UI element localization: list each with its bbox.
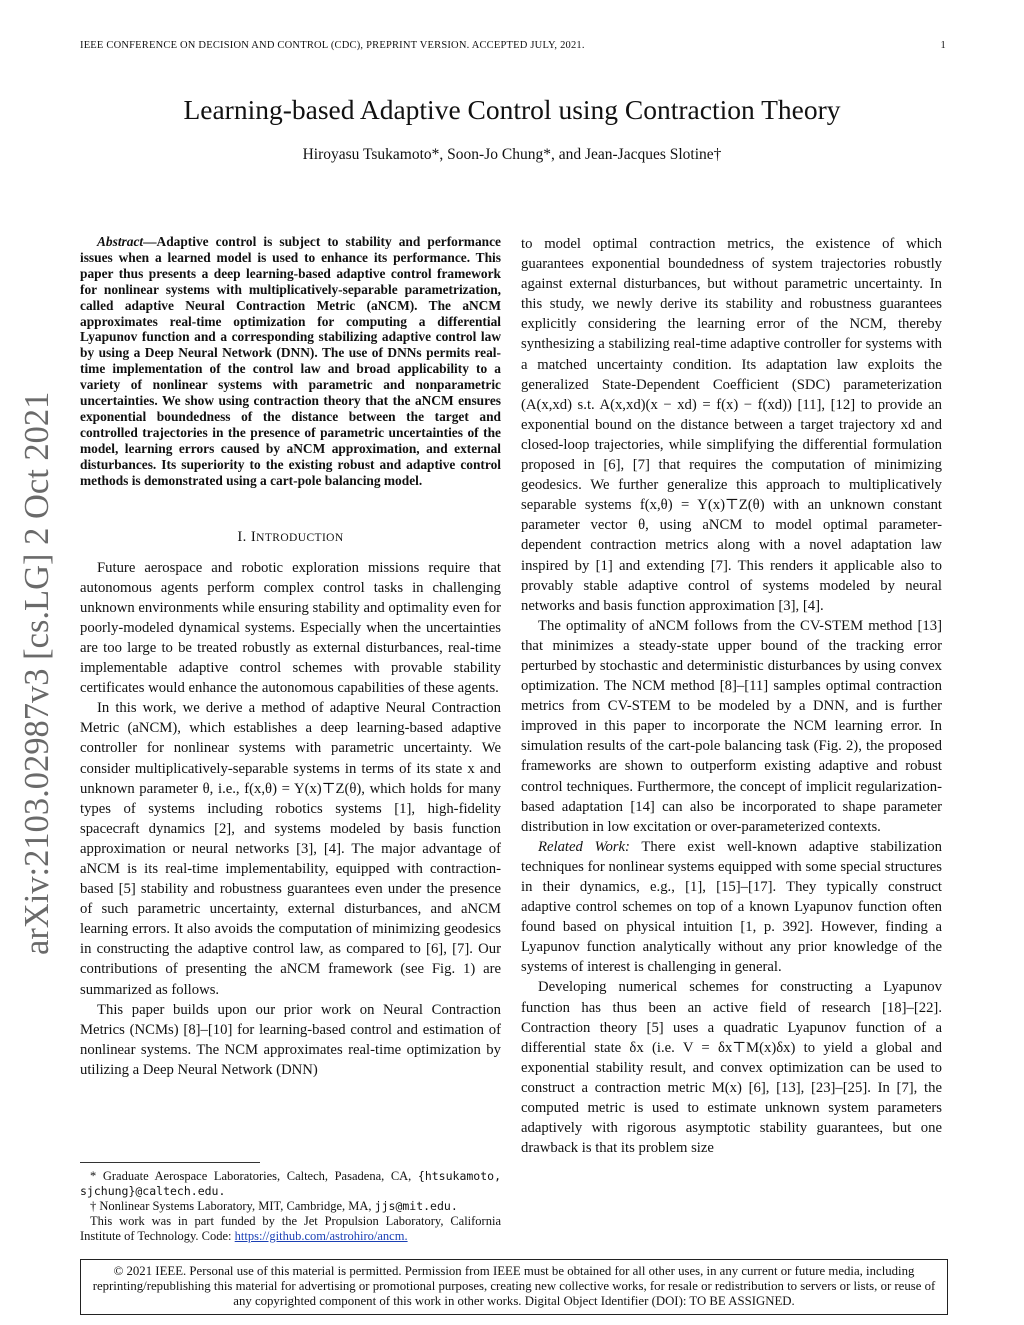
page-number: 1 xyxy=(940,40,946,51)
section-title-initial: I xyxy=(250,528,257,545)
section-heading-introduction xyxy=(80,527,501,548)
footnote-affil2-text: † Nonlinear Systems Laboratory, MIT, Cambridge, MA, xyxy=(90,1199,372,1213)
related-work-paragraph xyxy=(521,837,942,978)
footnotes xyxy=(80,1162,501,1244)
right-paragraph-2: The optimality of aNCM follows from the CV-STEM method [13] that minimizes a steady-state upper bound of the tracking error perturbed by stochastic and deterministic disturbances by using convex optimization. The NCM method [8]–[11] samples optimal contraction metrics from CV-STEM to be modeled by a DNN, and is further improved in this paper to incorporate the NCM learning error. In simulation results of the cart-pole balancing task (Fig. 2), the proposed frameworks are shown to outperform existing adaptive and robust control techniques. Furthermore, the concept of implicit regularization-based adaptation [14] can also be incorporated to shape parameter distribution in low excitation or over-parameterized contexts. xyxy=(521,617,942,835)
abstract-label: Abstract xyxy=(97,234,144,249)
footnote-affil1-email: {htsukamoto, sjchung}@caltech.edu. xyxy=(80,1169,501,1198)
intro-paragraph-3: This paper builds upon our prior work on Neural Contraction Metrics (NCMs) [8]–[10] for learning-based control and estimation of nonlinear systems. The NCM approximates real-time optimization by utilizing a Deep Neural Network (DNN) xyxy=(80,1001,501,1078)
abstract-text: —Adaptive control is subject to stability and performance issues when a learned model is used to enhance its performance. This paper thus presents a deep learning-based adaptive control framework for nonlinear systems with multiplicatively-separable parametrization, called adaptive Neural Contraction Metric (aNCM). The aNCM approximates real-time optimization for computing a differential Lyapunov function and a corresponding stabilizing adaptive control law by using a Deep Neural Network (DNN). The use of DNNs permits real-time implementation of the control law and broad applicability to a variety of nonlinear systems with parametric and nonparametric uncertainties. We show using contraction theory that the aNCM ensures exponential boundedness of the distance between the target and controlled trajectories in the presence of parametric uncertainties of the model, learning errors caused by aNCM approximation, and external disturbances. Its superiority to the existing robust and adaptive control methods is demonstrated using a cart-pole balancing model. xyxy=(80,234,501,488)
footnote-affil1-text: * Graduate Aerospace Laboratories, Caltech, Pasadena, CA, xyxy=(90,1169,412,1183)
footnote-rule xyxy=(80,1162,260,1163)
paper-authors: Hiroyasu Tsukamoto*, Soon-Jo Chung*, and Jean-Jacques Slotine† xyxy=(302,146,722,163)
abstract xyxy=(80,234,501,489)
intro-paragraph-1: Future aerospace and robotic exploration missions require that autonomous agents perform complex control tasks in challenging unknown environments while ensuring stability and optimality even for poorly-modeled dynamical systems. Especially when the uncertainties are too large to be treated robustly as external disturbances, real-time implementable adaptive control schemes with provable stability certificates would enhance the autonomous capabilities of these agents. xyxy=(80,559,501,697)
right-paragraph-1: to model optimal contraction metrics, the existence of which guarantees exponential boundedness of system trajectories robustly against external disturbances, but without parametric uncertainty. In this study, we newly derive its stability and robustness guarantees explicitly considering the learning error of the NCM, thereby synthesizing a stabilizing real-time adaptive controller for systems with a matched uncertainty condition. Its adaptation law exploits the generalized State-Dependent Coefficient (SDC) parameterization (A(x,xd) s.t. A(x,xd)(x − xd) = f(x) − f(xd)) [11], [12] to provide an exponential bound on the distance between a target trajectory xd and closed-loop trajectories, while simplifying the differential formulation proposed in [6], [7] that requires the computation of minimizing geodesics. We further generalize this approach to multiplicatively separable systems f(x,θ) = Y(x)⊤Z(θ) with an unknown constant parameter vector θ, using aNCM to model optimal parameter-dependent contraction metrics along with a novel adaptation law inspired by [1] and extending [7]. This renders it applicable also to provably stable adaptive control of systems modeled by neural networks and basis function approximation [3], [4]. xyxy=(521,236,942,614)
right-paragraph-last: Developing numerical schemes for constructing a Lyapunov function has thus been an active field of research [18]–[22]. Contraction theory [5] uses a quadratic Lyapunov function of a differential state δx (i.e. V = δx⊤M(x)δx) to yield a global and exponential stability result, and convex optimization can be used to construct a contraction metric M(x) [6], [13], [23]–[25]. In [7], the computed metric is used to estimate unknown system parameters adaptively with rigorous asymptotic stability guarantees, but one drawback is that its problem size xyxy=(521,979,942,1157)
footnote-funding xyxy=(80,1214,501,1244)
intro-paragraph-2: In this work, we derive a method of adaptive Neural Contraction Metric (aNCM), which establishes a deep learning-based adaptive controller for nonlinear systems with parametric uncertainty. We consider multiplicatively-separable systems in terms of its state x and unknown parameter θ, i.e., f(x,θ) = Y(x)⊤Z(θ), which holds for many types of systems including robotics systems [1], high-fidelity spacecraft dynamics [2], and systems modeled by basis function approximation or neural networks [3], [4]. The major advantage of aNCM is its real-time implementability, equipped with contraction-based [5] stability and robustness guarantees even under the presence of such parametric uncertainty, external disturbances, and aNCM learning errors. It also avoids the computation of minimizing geodesics in constructing the adaptive control law, as compared to [6], [7]. Our contributions of presenting the aNCM framework (see Fig. 1) are summarized as follows. xyxy=(80,700,501,998)
footnote-affiliation-1 xyxy=(80,1169,501,1199)
footnote-funding-text: This work was in part funded by the Jet Propulsion Laboratory, California Institute of Technology. Code: xyxy=(80,1214,501,1243)
arxiv-stamp: arXiv:2103.02987v3 [cs.LG] 2 Oct 2021 xyxy=(18,391,56,955)
right-column xyxy=(521,234,942,1158)
related-work-text: There exist well-known adaptive stabilization techniques for nonlinear systems equipped with some special structures in their dynamics, e.g., [1], [15]–[17]. They typically construct adaptive control schemes on top of a known Lyapunov function often found based on physical intuition [1, p. 392]. However, finding a Lyapunov function analytically without any prior knowledge of the systems of interest is challenging in general. xyxy=(521,838,942,976)
code-link[interactable]: https://github.com/astrohiro/ancm. xyxy=(234,1229,408,1243)
copyright-notice: © 2021 IEEE. Personal use of this material is permitted. Permission from IEEE must be obtained for all other uses, in any current or future media, including reprinting/republishing this material for advertising or promotional purposes, creating new collective works, for resale or redistribution to servers or lists, or reuse of any copyrighted component of this work in other works. Digital Object Identifier (DOI): TO BE ASSIGNED. xyxy=(80,1259,948,1315)
running-head xyxy=(80,40,946,51)
paper-title: Learning-based Adaptive Control using Contraction Theory xyxy=(183,94,841,125)
footnote-affil2-email: jjs@mit.edu. xyxy=(374,1199,458,1213)
left-column xyxy=(80,234,501,1080)
footnote-affiliation-2 xyxy=(80,1199,501,1214)
related-work-label: Related Work: xyxy=(538,838,630,855)
section-title-rest: NTRODUCTION xyxy=(256,531,344,544)
running-head-text: IEEE CONFERENCE ON DECISION AND CONTROL (CDC), PREPRINT VERSION. ACCEPTED JULY, 2021. xyxy=(80,40,585,51)
section-numeral: I. xyxy=(237,528,247,545)
